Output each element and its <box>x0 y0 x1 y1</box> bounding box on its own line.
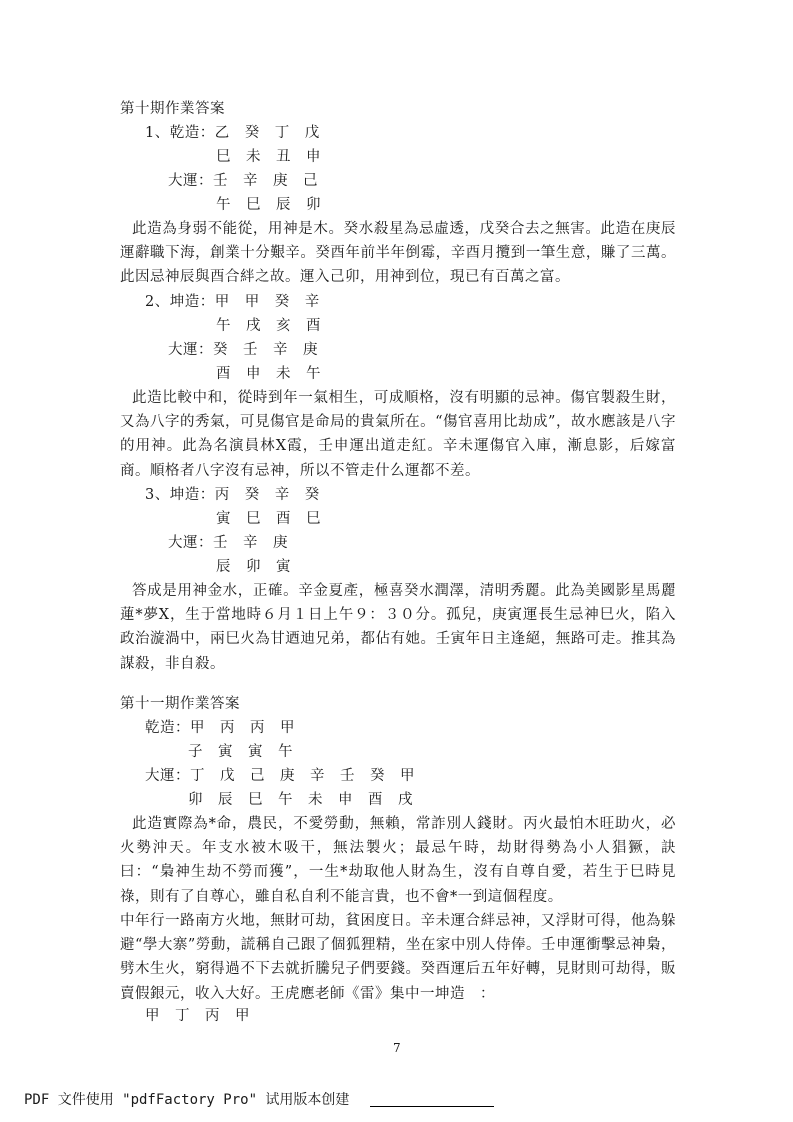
chart4-luck-stems: 大運：丁 戊 己 庚 辛 壬 癸 甲 <box>145 768 415 784</box>
section-11-title: 第十一期作業答案 <box>120 696 240 712</box>
page-number: 7 <box>393 1041 401 1055</box>
section-11-paragraph-2: 中年行一路南方火地，無財可劫，貧困度日。辛未運合絆忌神，又浮財可得，他為躲避“學大寨”勞動，謊稱自己跟了個狐狸精，坐在家中別人侍俸。壬申運衝擊忌神梟，劈木生火，窮得過不下去就折騰兒子們要錢。癸酉運后五年好轉，見財則可劫得，販賣假銀元，收入大好。王虎應老師《雷》集中一坤造 ： <box>120 913 676 1002</box>
chart2-branches: 午 戌 亥 酉 <box>216 318 321 334</box>
chart1-luck-branches: 午 巳 辰 卯 <box>216 197 321 213</box>
chart2-luck-stems: 大運：癸 壬 辛 庚 <box>168 342 318 358</box>
chart1-stems: 1、乾造：乙 癸 丁 戊 <box>145 125 320 141</box>
section-11-paragraph-1: 此造實際為*命，農民，不愛勞動，無賴，常詐別人錢財。丙火最怕木旺助火，必火勢沖天。年支水被木吸干，無法製火；最忌午時，劫財得勢為小人猖獗，訣曰：“梟神生劫不勞而獲”，一生*劫取他人財為生，沒有自尊自愛，若生于巳時見祿，則有了自尊心，雖自私自利不能言貴，也不會*一到這個程度。 <box>120 816 676 905</box>
section-10-paragraph-2: 此造比較中和，從時到年一氣相生，可成順格，沒有明顯的忌神。傷官製殺生財，又為八字的秀氣，可見傷官是命局的貴氣所在。“傷官喜用比劫成”，故水應該是八字的用神。此為名演員林X霞，壬申運出道走紅。辛未運傷官入庫，漸息影，后嫁富商。順格者八字沒有忌神，所以不管走什么運都不差。 <box>120 390 676 479</box>
chart4-luck-branches: 卯 辰 巳 午 未 申 酉 戌 <box>188 792 413 808</box>
pdf-footer-note: PDF 文件使用 "pdfFactory Pro" 试用版本创建 <box>24 1092 358 1108</box>
chart4-stems: 乾造：甲 丙 丙 甲 <box>145 720 295 736</box>
section-11-last-chart-line: 甲 丁 丙 甲 <box>145 1008 250 1024</box>
chart1-branches: 巳 未 丑 申 <box>216 149 321 165</box>
chart1-luck-stems: 大運：壬 辛 庚 己 <box>168 173 318 189</box>
footer-underline <box>370 1106 494 1107</box>
chart3-branches: 寅 巳 酉 巳 <box>216 511 321 527</box>
section-10-paragraph-3: 答成是用神金水，正確。辛金夏產，極喜癸水潤澤，清明秀麗。此為美國影星馬麗蓮*夢X，生于當地時６月１日上午９：３０分。孤兒，庚寅運長生忌神巳火，陷入政治漩渦中，兩巳火為甘迺迪兄弟，都佔有她。壬寅年日主逢絕，無路可走。推其為謀殺，非自殺。 <box>120 583 676 672</box>
section-10-paragraph-1: 此造為身弱不能從，用神是木。癸水殺星為忌虛透，戊癸合去之無害。此造在庚辰運辭職下海，創業十分艱辛。癸酉年前半年倒霉，辛酉月攬到一筆生意，賺了三萬。此因忌神辰與酉合絆之故。運入己卯，用神到位，現已有百萬之富。 <box>120 221 676 286</box>
chart4-branches: 子 寅 寅 午 <box>188 744 293 760</box>
chart2-stems: 2、坤造：甲 甲 癸 辛 <box>145 294 320 310</box>
section-10-title: 第十期作業答案 <box>120 101 225 117</box>
chart3-luck-branches: 辰 卯 寅 <box>216 559 291 575</box>
chart3-luck-stems: 大運：壬 辛 庚 <box>168 535 288 551</box>
chart2-luck-branches: 酉 申 未 午 <box>216 366 321 382</box>
chart3-stems: 3、坤造：丙 癸 辛 癸 <box>145 487 320 503</box>
